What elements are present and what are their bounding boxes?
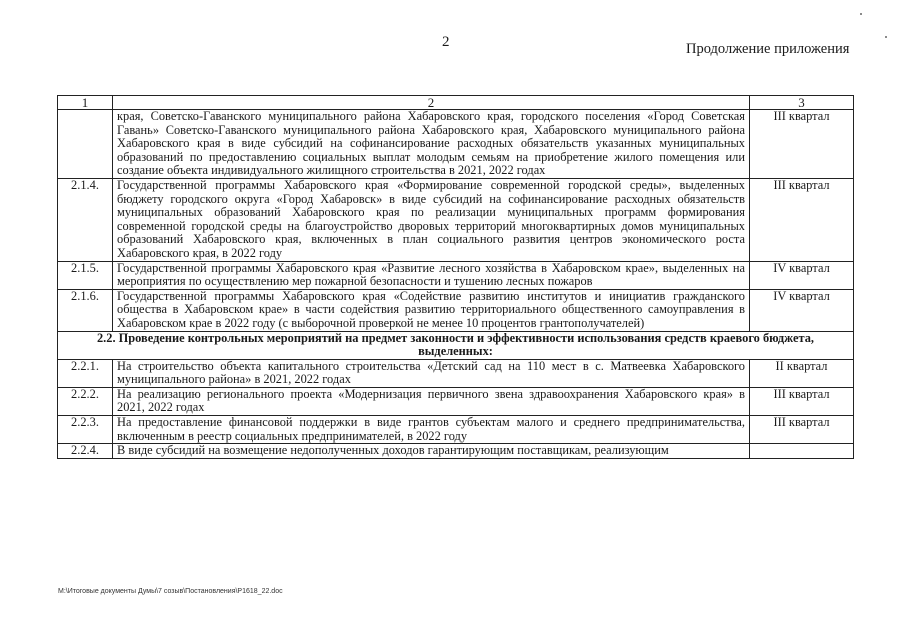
- table-row: [58, 289, 854, 331]
- row-period: IV квартал: [750, 289, 854, 331]
- plan-table: [57, 95, 854, 459]
- row-number: 2.2.3.: [58, 416, 113, 444]
- row-period: III квартал: [750, 110, 854, 179]
- table-row: [58, 387, 854, 415]
- table-row: [58, 444, 854, 459]
- continuation-note: Продолжение приложения: [686, 41, 850, 57]
- row-text: На реализацию регионального проекта «Модернизация первичного звена здравоохранения Хабаровского края» в 2021, 2022 годах: [113, 387, 750, 415]
- column-header: 2: [113, 96, 750, 110]
- row-number: 2.1.4.: [58, 178, 113, 261]
- section-title: 2.2. Проведение контрольных мероприятий на предмет законности и эффективности использования средств краевого бюджета, выделенных:: [58, 331, 854, 359]
- scan-speck: [885, 36, 887, 38]
- file-path: M:\Итоговые документы Думы\7 созыв\Постановления\P1618_22.doc: [58, 588, 283, 595]
- page-number: 2: [442, 34, 450, 50]
- row-period: III квартал: [750, 178, 854, 261]
- row-text: Государственной программы Хабаровского края «Развитие лесного хозяйства в Хабаровском крае», выделенных на мероприятия по осуществлению мер пожарной безопасности и тушению лесных пожаров: [113, 261, 750, 289]
- table-header-row: [58, 96, 854, 110]
- row-text: На строительство объекта капитального строительства «Детский сад на 110 мест в с. Матвеевка Хабаровского муниципального района» в 2021, 2022 годах: [113, 359, 750, 387]
- scan-speck: [860, 13, 862, 15]
- row-period: III квартал: [750, 416, 854, 444]
- column-header: 3: [750, 96, 854, 110]
- section-row: [58, 331, 854, 359]
- row-period: III квартал: [750, 387, 854, 415]
- row-text: Государственной программы Хабаровского края «Формирование современной городской среды», выделенных бюджету городского округа «Город Хабаровск» в виде субсидий на софинансирование расходных обязательств муниципальных образований Хабаровского края по реализации муниципальных программ формирования современной городской среды на благоустройство дворовых территорий многоквартирных домов муниципальных образований Хабаровского края, включенных в план социального развития центров экономического роста Хабаровского края, в 2022 году: [113, 178, 750, 261]
- table-row: [58, 416, 854, 444]
- table-row: [58, 178, 854, 261]
- table-row: [58, 261, 854, 289]
- table-row: [58, 110, 854, 179]
- row-number: 2.2.1.: [58, 359, 113, 387]
- column-header: 1: [58, 96, 113, 110]
- row-number: 2.1.6.: [58, 289, 113, 331]
- row-text: На предоставление финансовой поддержки в виде грантов субъектам малого и среднего предпринимательства, включенным в реестр социальных предпринимателей, в 2022 году: [113, 416, 750, 444]
- row-period: IV квартал: [750, 261, 854, 289]
- row-text: Государственной программы Хабаровского края «Содействие развитию институтов и инициатив гражданского общества в Хабаровском крае» в части содействия развитию территориального общественного самоуправления в Хабаровском крае в 2022 году (с выборочной проверкой не менее 10 процентов грантополучателей): [113, 289, 750, 331]
- row-period: [750, 444, 854, 459]
- table-row: [58, 359, 854, 387]
- row-text: края, Советско-Гаванского муниципального района Хабаровского края, городского поселения «Город Советская Гавань» Советско-Гаванского муниципального района Хабаровского края, Хабаровского муниципального района Хабаровского края в виде субсидий на софинансирование расходных обязательств указанных муниципальных образований по предоставлению социальных выплат молодым семьям на приобретение жилого помещения или создание объекта индивидуального жилищного строительства в 2021, 2022 годах: [113, 110, 750, 179]
- row-number: 2.2.2.: [58, 387, 113, 415]
- row-number: 2.1.5.: [58, 261, 113, 289]
- row-period: II квартал: [750, 359, 854, 387]
- row-number: [58, 110, 113, 179]
- row-number: 2.2.4.: [58, 444, 113, 459]
- row-text: В виде субсидий на возмещение недополученных доходов гарантирующим поставщикам, реализующим: [113, 444, 750, 459]
